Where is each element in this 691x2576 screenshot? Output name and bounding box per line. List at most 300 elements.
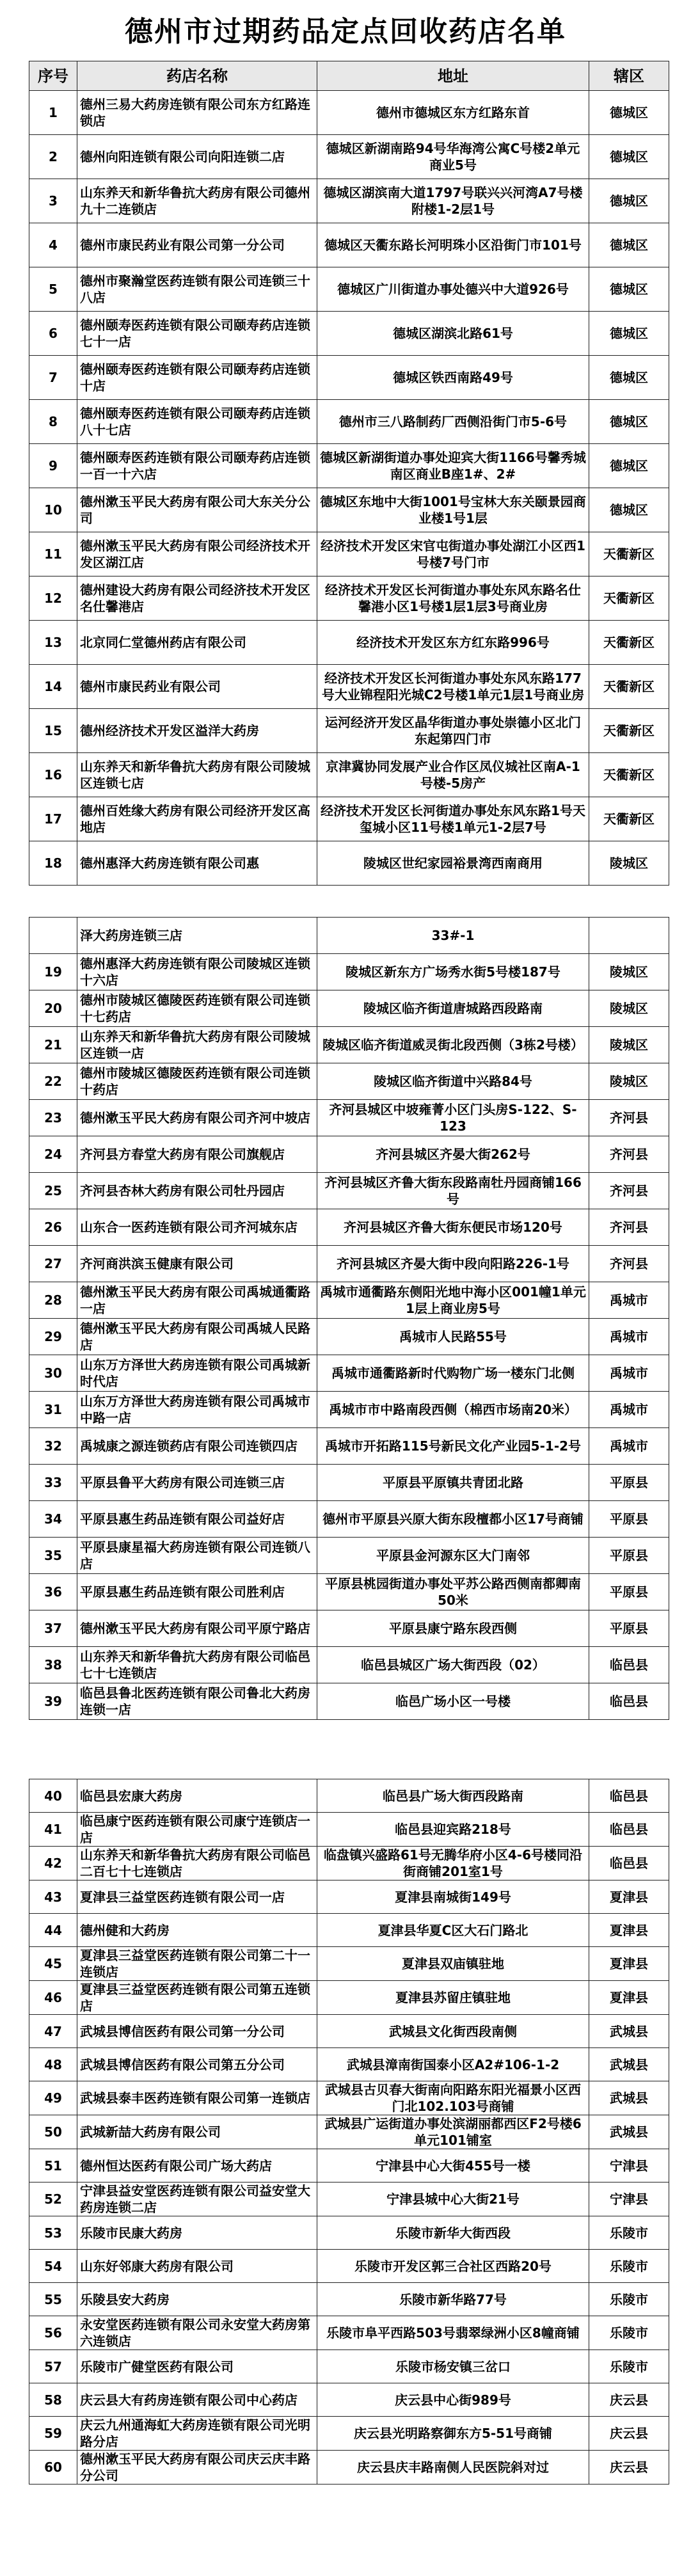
table-row <box>29 2250 669 2283</box>
cell-no: 1 <box>29 91 77 135</box>
cell-name: 庆云县大有药房连锁有限公司中心药店 <box>77 2383 317 2417</box>
cell-no: 12 <box>29 576 77 621</box>
cell-address: 德州市德城区东方红路东首 <box>317 91 589 135</box>
cell-no: 40 <box>29 1779 77 1813</box>
cell-no: 19 <box>29 954 77 990</box>
cell-no: 17 <box>29 797 77 841</box>
cell-name: 乐陵县安大药房 <box>77 2283 317 2316</box>
cell-district: 临邑县 <box>589 1647 669 1683</box>
cell-no: 57 <box>29 2350 77 2383</box>
cell-name: 禹城康之源连锁药店有限公司连锁四店 <box>77 1428 317 1465</box>
cell-address: 乐陵市开发区郭三合社区西路20号 <box>317 2250 589 2283</box>
cell-no: 60 <box>29 2451 77 2485</box>
cell-name: 山东养天和新华鲁抗大药房有限公司临邑七十七连锁店 <box>77 1647 317 1683</box>
cell-district: 禹城市 <box>589 1392 669 1428</box>
cell-district: 齐河县 <box>589 1100 669 1136</box>
cell-district: 武城县 <box>589 2081 669 2115</box>
cell-address: 临邑县迎宾路218号 <box>317 1813 589 1847</box>
table-row <box>29 665 669 709</box>
cell-district: 德城区 <box>589 400 669 444</box>
cell-address: 乐陵市新华大街西段 <box>317 2216 589 2250</box>
cell-address: 武城县古贝春大街南向阳路东阳光福景小区西门北102.103号商铺 <box>317 2081 589 2115</box>
cell-district: 德城区 <box>589 135 669 179</box>
table-row <box>29 2182 669 2216</box>
table-row <box>29 1063 669 1100</box>
cell-address: 乐陵市杨安镇三岔口 <box>317 2350 589 2383</box>
table-row <box>29 223 669 267</box>
header-no: 序号 <box>29 61 77 91</box>
cell-address: 德州市三八路制药厂西侧沿街门市5-6号 <box>317 400 589 444</box>
cell-no: 46 <box>29 1981 77 2015</box>
table-row <box>29 1947 669 1981</box>
table-row <box>29 2316 669 2350</box>
cell-name: 夏津县三益堂医药连锁有限公司一店 <box>77 1880 317 1914</box>
cell-address: 禹城市通衢路新时代购物广场一楼东门北侧 <box>317 1355 589 1392</box>
table-row <box>29 1779 669 1813</box>
cell-address: 齐河县城区齐晏大街262号 <box>317 1136 589 1173</box>
table-row <box>29 356 669 400</box>
cell-name: 山东养天和新华鲁抗大药房有限公司德州九十二连锁店 <box>77 179 317 223</box>
cell-no: 7 <box>29 356 77 400</box>
cell-name: 平原县康星福大药房连锁有限公司连锁八店 <box>77 1538 317 1574</box>
cell-name: 平原县鲁平大药房有限公司连锁三店 <box>77 1465 317 1501</box>
cell-address: 齐河县城区中坡雍菁小区门头房S-122、S-123 <box>317 1100 589 1136</box>
cell-district: 平原县 <box>589 1538 669 1574</box>
cell-name: 德州漱玉平民大药房有限公司大东关分公司 <box>77 488 317 532</box>
cell-name: 山东合一医药连锁有限公司齐河城东店 <box>77 1209 317 1246</box>
table-row <box>29 2216 669 2250</box>
cell-district: 乐陵市 <box>589 2250 669 2283</box>
cell-address: 武城县文化街西段南侧 <box>317 2015 589 2048</box>
cell-address: 宁津县中心大街455号一楼 <box>317 2149 589 2182</box>
cell-address: 德城区新湖街道办事处迎宾大街1166号馨秀城南区商业B座1#、2# <box>317 444 589 488</box>
cell-address: 庆云县中心街989号 <box>317 2383 589 2417</box>
cell-no: 44 <box>29 1914 77 1947</box>
cell-district: 夏津县 <box>589 1947 669 1981</box>
cell-name: 齐河商洪滨玉健康有限公司 <box>77 1246 317 1282</box>
cell-address: 运河经济开发区晶华街道办事处崇德小区北门东起第四门市 <box>317 709 589 753</box>
cell-district: 天衢新区 <box>589 797 669 841</box>
cell-district: 平原县 <box>589 1574 669 1610</box>
table-row <box>29 621 669 665</box>
cell-district: 庆云县 <box>589 2383 669 2417</box>
cell-no: 42 <box>29 1847 77 1880</box>
table-row <box>29 2383 669 2417</box>
cell-name: 德州市康民药业有限公司 <box>77 665 317 709</box>
table-row <box>29 918 669 954</box>
cell-address: 禹城市市中路南段西侧（棉西市场南20米） <box>317 1392 589 1428</box>
cell-no: 34 <box>29 1501 77 1538</box>
cell-no: 16 <box>29 753 77 797</box>
cell-district: 临邑县 <box>589 1779 669 1813</box>
cell-no: 56 <box>29 2316 77 2350</box>
cell-name: 乐陵市民康大药房 <box>77 2216 317 2250</box>
table-row <box>29 267 669 312</box>
cell-district: 平原县 <box>589 1610 669 1647</box>
cell-name: 德州颐寿医药连锁有限公司颐寿药店连锁八十七店 <box>77 400 317 444</box>
cell-name: 德州恒达医药有限公司广场大药店 <box>77 2149 317 2182</box>
cell-name: 临邑县宏康大药房 <box>77 1779 317 1813</box>
cell-no: 15 <box>29 709 77 753</box>
cell-district: 武城县 <box>589 2015 669 2048</box>
table-row <box>29 1319 669 1355</box>
cell-address: 临邑广场小区一号楼 <box>317 1683 589 1720</box>
cell-address: 武城县漳南街国泰小区A2#106-1-2 <box>317 2048 589 2081</box>
table-row <box>29 1209 669 1246</box>
table-row <box>29 1538 669 1574</box>
cell-district: 夏津县 <box>589 1914 669 1947</box>
cell-name: 德州漱玉平民大药房有限公司经济技术开发区湖江店 <box>77 532 317 576</box>
cell-district: 陵城区 <box>589 954 669 990</box>
cell-name: 庆云九州通海虹大药房连锁有限公司光明路分店 <box>77 2417 317 2451</box>
cell-no: 38 <box>29 1647 77 1683</box>
cell-address: 禹城市开拓路115号新民文化产业园5-1-2号 <box>317 1428 589 1465</box>
cell-no: 48 <box>29 2048 77 2081</box>
cell-no: 25 <box>29 1173 77 1209</box>
pharmacy-table-part-2 <box>29 917 669 1720</box>
table-row <box>29 135 669 179</box>
cell-district: 夏津县 <box>589 1981 669 2015</box>
table-row <box>29 2451 669 2485</box>
cell-district: 庆云县 <box>589 2451 669 2485</box>
cell-address: 夏津县华夏C区大石门路北 <box>317 1914 589 1947</box>
cell-district: 德城区 <box>589 223 669 267</box>
cell-district: 武城县 <box>589 2048 669 2081</box>
cell-name: 泽大药房连锁三店 <box>77 918 317 954</box>
cell-district: 平原县 <box>589 1465 669 1501</box>
cell-address: 夏津县南城街149号 <box>317 1880 589 1914</box>
table-row <box>29 532 669 576</box>
cell-district: 天衢新区 <box>589 532 669 576</box>
cell-address: 德城区天衢东路长河明珠小区沿街门市101号 <box>317 223 589 267</box>
table-row <box>29 2081 669 2115</box>
cell-district: 德城区 <box>589 179 669 223</box>
cell-name: 德州颐寿医药连锁有限公司颐寿药店连锁十店 <box>77 356 317 400</box>
table-row <box>29 954 669 990</box>
table-row <box>29 1501 669 1538</box>
cell-address: 京津冀协同发展产业合作区凤仪城社区南A-1号楼-5房产 <box>317 753 589 797</box>
cell-address: 陵城区新东方广场秀水街5号楼187号 <box>317 954 589 990</box>
cell-address: 齐河县城区齐鲁大街东便民市场120号 <box>317 1209 589 1246</box>
table-row <box>29 91 669 135</box>
table-row <box>29 1647 669 1683</box>
cell-no: 43 <box>29 1880 77 1914</box>
cell-name: 德州惠泽大药房连锁有限公司陵城区连锁十六店 <box>77 954 317 990</box>
cell-address: 乐陵市阜平西路503号翡翠绿洲小区8幢商铺 <box>317 2316 589 2350</box>
cell-district: 乐陵市 <box>589 2350 669 2383</box>
cell-name: 夏津县三益堂医药连锁有限公司第五连锁店 <box>77 1981 317 2015</box>
cell-no: 26 <box>29 1209 77 1246</box>
cell-no: 41 <box>29 1813 77 1847</box>
cell-district: 乐陵市 <box>589 2316 669 2350</box>
cell-no: 36 <box>29 1574 77 1610</box>
cell-district: 乐陵市 <box>589 2283 669 2316</box>
cell-no: 32 <box>29 1428 77 1465</box>
cell-no: 53 <box>29 2216 77 2250</box>
cell-name: 北京同仁堂德州药店有限公司 <box>77 621 317 665</box>
cell-address: 德州市平原县兴原大街东段檀都小区17号商铺 <box>317 1501 589 1538</box>
cell-address: 德城区湖滨南大道1797号联兴兴河湾A7号楼附楼1-2层1号 <box>317 179 589 223</box>
table-row <box>29 1574 669 1610</box>
cell-address: 禹城市通衢路东侧阳光地中海小区001幢1单元1层上商业房5号 <box>317 1282 589 1319</box>
cell-no: 50 <box>29 2115 77 2149</box>
cell-district: 临邑县 <box>589 1847 669 1880</box>
table-row <box>29 312 669 356</box>
cell-district: 宁津县 <box>589 2149 669 2182</box>
header-name: 药店名称 <box>77 61 317 91</box>
cell-district: 天衢新区 <box>589 709 669 753</box>
cell-address: 平原县金河源东区大门南邻 <box>317 1538 589 1574</box>
cell-district: 德城区 <box>589 91 669 135</box>
cell-no: 10 <box>29 488 77 532</box>
cell-no: 3 <box>29 179 77 223</box>
cell-district: 禹城市 <box>589 1355 669 1392</box>
cell-district: 德城区 <box>589 356 669 400</box>
cell-no: 54 <box>29 2250 77 2283</box>
cell-address: 庆云县庆丰路南侧人民医院斜对过 <box>317 2451 589 2485</box>
cell-name: 齐河县方春堂大药房有限公司旗舰店 <box>77 1136 317 1173</box>
table-row <box>29 797 669 841</box>
cell-no: 20 <box>29 990 77 1027</box>
cell-name: 平原县惠生药品连锁有限公司胜利店 <box>77 1574 317 1610</box>
cell-district: 天衢新区 <box>589 621 669 665</box>
cell-no: 24 <box>29 1136 77 1173</box>
cell-address: 乐陵市新华路77号 <box>317 2283 589 2316</box>
cell-no: 4 <box>29 223 77 267</box>
table-row <box>29 2417 669 2451</box>
cell-address: 陵城区世纪家园裕景湾西南商用 <box>317 841 589 886</box>
cell-no: 51 <box>29 2149 77 2182</box>
cell-address: 德城区东地中大街1001号宝林大东关颐景园商业楼1号1层 <box>317 488 589 532</box>
cell-district: 禹城市 <box>589 1282 669 1319</box>
cell-address: 经济技术开发区宋官屯街道办事处湖江小区西1号楼7号门市 <box>317 532 589 576</box>
cell-no: 35 <box>29 1538 77 1574</box>
cell-district: 陵城区 <box>589 990 669 1027</box>
table-row <box>29 444 669 488</box>
cell-district: 宁津县 <box>589 2182 669 2216</box>
cell-address: 平原县平原镇共青团北路 <box>317 1465 589 1501</box>
cell-no: 30 <box>29 1355 77 1392</box>
cell-no: 9 <box>29 444 77 488</box>
cell-no: 29 <box>29 1319 77 1355</box>
table-row <box>29 1683 669 1720</box>
cell-name: 山东万方泽世大药房连锁有限公司禹城新时代店 <box>77 1355 317 1392</box>
cell-district: 临邑县 <box>589 1813 669 1847</box>
cell-no: 6 <box>29 312 77 356</box>
cell-address: 庆云县光明路察御东方5-51号商铺 <box>317 2417 589 2451</box>
cell-name: 德州惠泽大药房连锁有限公司惠 <box>77 841 317 886</box>
cell-address: 平原县康宁路东段西侧 <box>317 1610 589 1647</box>
table-row <box>29 2015 669 2048</box>
cell-no: 58 <box>29 2383 77 2417</box>
table-row <box>29 576 669 621</box>
cell-district: 乐陵市 <box>589 2216 669 2250</box>
cell-address: 德城区广川街道办事处德兴中大道926号 <box>317 267 589 312</box>
table-row <box>29 1246 669 1282</box>
cell-district: 禹城市 <box>589 1428 669 1465</box>
table-row <box>29 1428 669 1465</box>
table-row <box>29 709 669 753</box>
table-row <box>29 753 669 797</box>
cell-no: 18 <box>29 841 77 886</box>
cell-address: 经济技术开发区长河街道办事处东风东路177号大业锦程阳光城C2号楼1单元1层1号商业房 <box>317 665 589 709</box>
cell-name: 临邑县鲁北医药连锁有限公司鲁北大药房连锁一店 <box>77 1683 317 1720</box>
page-title: 德州市过期药品定点回收药店名单 <box>125 15 566 48</box>
table-row <box>29 1465 669 1501</box>
cell-district: 陵城区 <box>589 1027 669 1063</box>
cell-name: 宁津县益安堂医药连锁有限公司益安堂大药房连锁二店 <box>77 2182 317 2216</box>
cell-district: 天衢新区 <box>589 576 669 621</box>
cell-district: 齐河县 <box>589 1136 669 1173</box>
table-row <box>29 1355 669 1392</box>
table-row <box>29 1027 669 1063</box>
cell-name: 永安堂医药连锁有限公司永安堂大药房第六连锁店 <box>77 2316 317 2350</box>
cell-no: 55 <box>29 2283 77 2316</box>
table-row <box>29 1610 669 1647</box>
table-row <box>29 488 669 532</box>
cell-district: 德城区 <box>589 444 669 488</box>
cell-no: 45 <box>29 1947 77 1981</box>
table-row <box>29 2149 669 2182</box>
cell-name: 齐河县杏林大药房有限公司牡丹园店 <box>77 1173 317 1209</box>
cell-no <box>29 918 77 954</box>
cell-no: 47 <box>29 2015 77 2048</box>
cell-address: 33#-1 <box>317 918 589 954</box>
cell-district: 陵城区 <box>589 1063 669 1100</box>
cell-district: 禹城市 <box>589 1319 669 1355</box>
cell-district: 临邑县 <box>589 1683 669 1720</box>
cell-name: 武城县博信医药有限公司第五分公司 <box>77 2048 317 2081</box>
cell-no: 2 <box>29 135 77 179</box>
cell-address: 德城区新湖南路94号华海湾公寓C号楼2单元商业5号 <box>317 135 589 179</box>
cell-address: 陵城区临齐街道中兴路84号 <box>317 1063 589 1100</box>
cell-no: 14 <box>29 665 77 709</box>
cell-name: 德州颐寿医药连锁有限公司颐寿药店连锁一百一十六店 <box>77 444 317 488</box>
cell-no: 49 <box>29 2081 77 2115</box>
cell-address: 齐河县城区齐晏大街中段向阳路226-1号 <box>317 1246 589 1282</box>
cell-no: 13 <box>29 621 77 665</box>
table-row <box>29 1847 669 1880</box>
header-address: 地址 <box>317 61 589 91</box>
table-row <box>29 1392 669 1428</box>
table-row <box>29 1173 669 1209</box>
cell-no: 11 <box>29 532 77 576</box>
cell-address: 临邑县城区广场大街西段（02） <box>317 1647 589 1683</box>
cell-name: 山东养天和新华鲁抗大药房有限公司临邑二百七十七连锁店 <box>77 1847 317 1880</box>
cell-no: 22 <box>29 1063 77 1100</box>
cell-district: 庆云县 <box>589 2417 669 2451</box>
cell-name: 山东好邻康大药房有限公司 <box>77 2250 317 2283</box>
cell-no: 33 <box>29 1465 77 1501</box>
table-row <box>29 2115 669 2149</box>
cell-name: 德州漱玉平民大药房有限公司齐河中坡店 <box>77 1100 317 1136</box>
cell-name: 德州市聚瀚堂医药连锁有限公司连锁三十八店 <box>77 267 317 312</box>
pharmacy-table-part-1 <box>29 61 669 886</box>
cell-address: 德城区铁西南路49号 <box>317 356 589 400</box>
cell-name: 德州市陵城区德陵医药连锁有限公司连锁十七药店 <box>77 990 317 1027</box>
cell-name: 德州建设大药房有限公司经济技术开发区名仕馨港店 <box>77 576 317 621</box>
cell-district: 德城区 <box>589 312 669 356</box>
cell-district: 平原县 <box>589 1501 669 1538</box>
cell-address: 禹城市人民路55号 <box>317 1319 589 1355</box>
cell-address: 经济技术开发区长河街道办事处东风东路名仕馨港小区1号楼1层1层3号商业房 <box>317 576 589 621</box>
pharmacy-table-part-3 <box>29 1779 669 2485</box>
cell-no: 59 <box>29 2417 77 2451</box>
cell-address: 德城区湖滨北路61号 <box>317 312 589 356</box>
cell-no: 39 <box>29 1683 77 1720</box>
cell-name: 山东养天和新华鲁抗大药房有限公司陵城区连锁一店 <box>77 1027 317 1063</box>
table-row <box>29 841 669 886</box>
cell-no: 23 <box>29 1100 77 1136</box>
cell-no: 27 <box>29 1246 77 1282</box>
table-row <box>29 990 669 1027</box>
cell-name: 德州三易大药房连锁有限公司东方红路连锁店 <box>77 91 317 135</box>
cell-name: 德州市陵城区德陵医药连锁有限公司连锁十药店 <box>77 1063 317 1100</box>
cell-address: 夏津县苏留庄镇驻地 <box>317 1981 589 2015</box>
cell-name: 德州健和大药房 <box>77 1914 317 1947</box>
cell-address: 陵城区临齐街道威灵街北段西侧（3栋2号楼） <box>317 1027 589 1063</box>
cell-no: 8 <box>29 400 77 444</box>
cell-district: 齐河县 <box>589 1173 669 1209</box>
cell-address: 经济技术开发区长河街道办事处东风东路1号天玺城小区11号楼1单元1-2层7号 <box>317 797 589 841</box>
cell-name: 武城新喆大药房有限公司 <box>77 2115 317 2149</box>
cell-name: 武城县泰丰医药连锁有限公司第一连锁店 <box>77 2081 317 2115</box>
cell-name: 武城县博信医药有限公司第一分公司 <box>77 2015 317 2048</box>
table-header-row <box>29 61 669 91</box>
table-row <box>29 1914 669 1947</box>
cell-name: 德州漱玉平民大药房有限公司平原宁路店 <box>77 1610 317 1647</box>
cell-district: 德城区 <box>589 488 669 532</box>
cell-address: 经济技术开发区东方红东路996号 <box>317 621 589 665</box>
cell-district: 天衢新区 <box>589 665 669 709</box>
cell-name: 平原县惠生药品连锁有限公司益好店 <box>77 1501 317 1538</box>
cell-district: 德城区 <box>589 267 669 312</box>
cell-address: 临邑县广场大街西段路南 <box>317 1779 589 1813</box>
header-district: 辖区 <box>589 61 669 91</box>
cell-name: 临邑康宁医药连锁有限公司康宁连锁店一店 <box>77 1813 317 1847</box>
cell-name: 德州市康民药业有限公司第一分公司 <box>77 223 317 267</box>
cell-address: 夏津县双庙镇驻地 <box>317 1947 589 1981</box>
cell-district <box>589 918 669 954</box>
cell-district: 武城县 <box>589 2115 669 2149</box>
cell-name: 夏津县三益堂医药连锁有限公司第二十一连锁店 <box>77 1947 317 1981</box>
cell-no: 28 <box>29 1282 77 1319</box>
cell-address: 武城县广运街道办事处滨湖丽都西区F2号楼6单元101铺室 <box>317 2115 589 2149</box>
cell-district: 齐河县 <box>589 1209 669 1246</box>
cell-name: 山东养天和新华鲁抗大药房有限公司陵城区连锁七店 <box>77 753 317 797</box>
cell-name: 德州漱玉平民大药房有限公司禹城通衢路一店 <box>77 1282 317 1319</box>
table-row <box>29 1136 669 1173</box>
cell-name: 德州百姓缘大药房有限公司经济开发区高地店 <box>77 797 317 841</box>
table-row <box>29 2048 669 2081</box>
cell-name: 德州漱玉平民大药房有限公司庆云庆丰路分公司 <box>77 2451 317 2485</box>
cell-address: 临盘镇兴盛路61号无腾华府小区4-6号楼同沿街商铺201室1号 <box>317 1847 589 1880</box>
table-row <box>29 2283 669 2316</box>
table-row <box>29 2350 669 2383</box>
cell-district: 齐河县 <box>589 1246 669 1282</box>
cell-no: 37 <box>29 1610 77 1647</box>
table-row <box>29 179 669 223</box>
cell-address: 宁津县城中心大街21号 <box>317 2182 589 2216</box>
cell-district: 夏津县 <box>589 1880 669 1914</box>
table-row <box>29 400 669 444</box>
table-row <box>29 1880 669 1914</box>
cell-no: 31 <box>29 1392 77 1428</box>
cell-no: 52 <box>29 2182 77 2216</box>
cell-address: 平原县桃园街道办事处平苏公路西侧南都卿南50米 <box>317 1574 589 1610</box>
cell-district: 天衢新区 <box>589 753 669 797</box>
cell-name: 德州向阳连锁有限公司向阳连锁二店 <box>77 135 317 179</box>
